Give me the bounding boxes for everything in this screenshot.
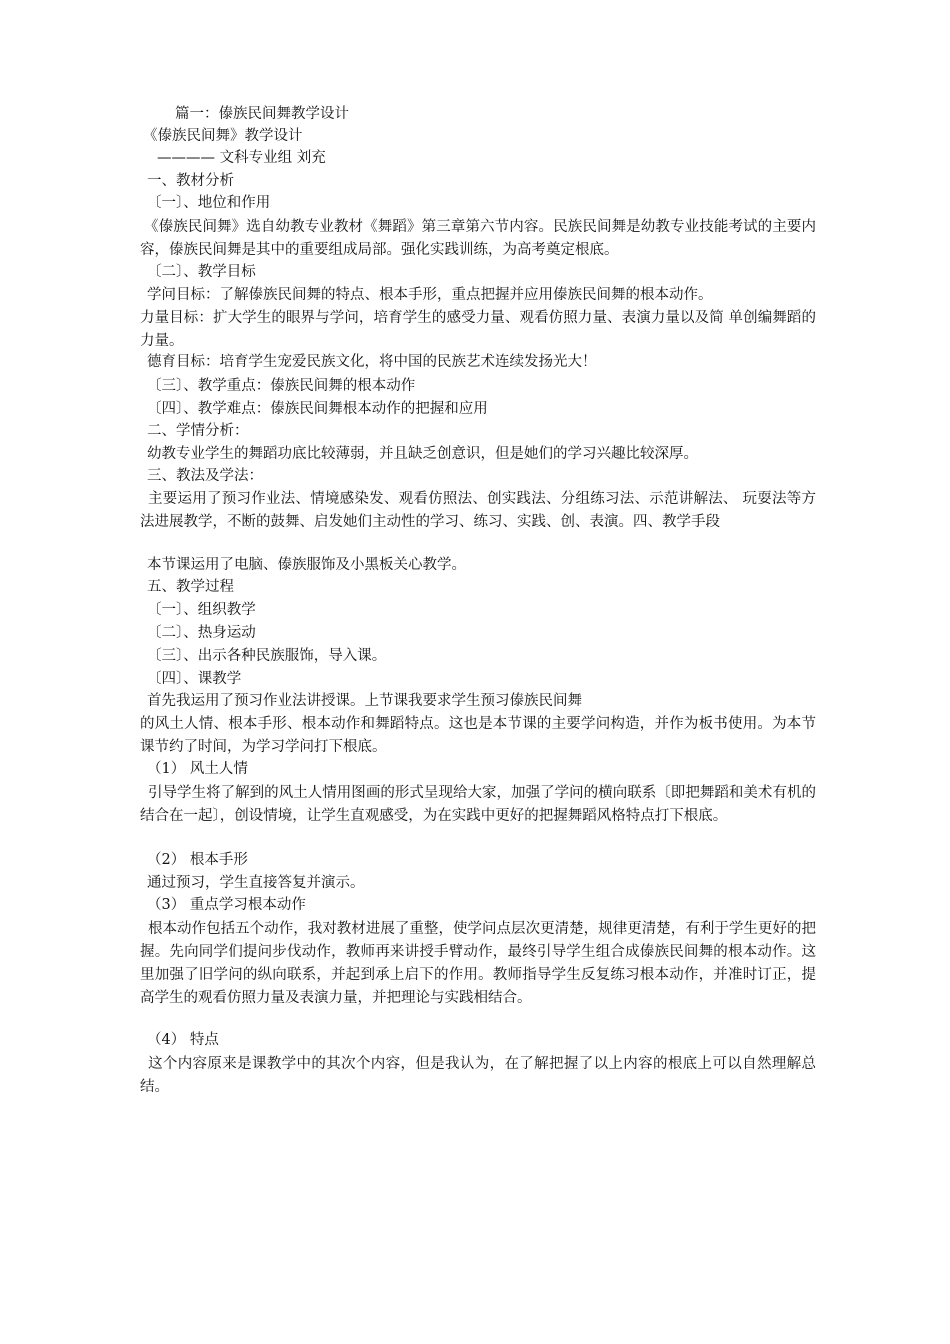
doc-subtitle: 《傣族民间舞》教学设计 [143, 128, 303, 144]
paragraph: 主要运用了预习作业法、情境感染发、观看仿照法、创实践法、分组练习法、示范讲解法、 玩耍法等方法进展教学，不断的鼓舞、启发她们主动性的学习、练习、实践、创、表演。四、教学手段 [140, 491, 816, 530]
paragraph: 本节课运用了电脑、傣族服饰及小黑板关心教学。 [147, 557, 466, 573]
section-heading: 二、学情分析： [147, 423, 249, 439]
paragraph: 幼教专业学生的舞蹈功底比较薄弱，并且缺乏创意识，但是她们的学习兴趣比较深厚。 [147, 446, 698, 462]
goal-knowledge: 学问目标：了解傣族民间舞的特点、根本手形，重点把握并应用傣族民间舞的根本动作。 [147, 287, 713, 303]
subsection-heading: 〔四〕、课教学 [147, 671, 242, 687]
subsection-heading: 〔四〕、教学难点：傣族民间舞根本动作的把握和应用 [147, 401, 488, 417]
subsection-heading: 〔三〕、出示各种民族服饰，导入课。 [147, 648, 387, 664]
paragraph: 《傣族民间舞》选自幼教专业教材《舞蹈》第三章第六节内容。民族民间舞是幼教专业技能考试的主要内容，傣族民间舞是其中的重要组成局部。强化实践训练，为高考奠定根底。 [140, 219, 816, 258]
paragraph: 的风土人情、根本手形、根本动作和舞蹈特点。这也是本节课的主要学问构造，并作为板书使用。为本节课节约了时间，为学习学问打下根底。 [140, 716, 816, 755]
doc-title: 篇一：傣族民间舞教学设计 [175, 106, 349, 122]
list-item-heading: （2） 根本手形 [147, 852, 248, 868]
list-item-heading: （4） 特点 [147, 1032, 219, 1048]
section-heading: 五、教学过程 [147, 579, 234, 595]
goal-moral: 德育目标：培育学生宠爱民族文化，将中国的民族艺术连续发扬光大！ [147, 354, 597, 370]
paragraph: 引导学生将了解到的风土人情用图画的形式呈现给大家，加强了学问的横向联系〔即把舞蹈和美术有机的结合在一起〕，创设情境，让学生直观感受，为在实践中更好的把握舞蹈风格特点打下根底。 [140, 785, 816, 824]
section-heading: 一、教材分析 [147, 173, 234, 189]
paragraph: 根本动作包括五个动作，我对教材进展了重整，使学问点层次更清楚，规律更清楚，有利于学生更好的把握。先向同学们提问步伐动作，教师再来讲授手臂动作，最终引导学生组合成傣族民间舞的根本动作。这里加强了旧学问的纵向联系，并起到承上启下的作用。教师指导学生反复练习根本动作，并准时订正，提高学生的观看仿照力量及表演力量，并把理论与实践相结合。 [140, 921, 816, 1006]
paragraph: 首先我运用了预习作业法讲授课。上节课我要求学生预习傣族民间舞 [147, 693, 582, 709]
subsection-heading: 〔一〕、组织教学 [147, 602, 256, 618]
subsection-heading: 〔三〕、教学重点：傣族民间舞的根本动作 [147, 378, 416, 394]
section-heading: 三、教法及学法： [147, 468, 263, 484]
list-item-heading: （1） 风土人情 [147, 761, 248, 777]
subsection-heading: 〔二〕、热身运动 [147, 625, 256, 641]
paragraph: 通过预习，学生直接答复并演示。 [147, 875, 365, 891]
subsection-heading: 〔二〕、教学目标 [147, 264, 256, 280]
paragraph: 这个内容原来是课教学中的其次个内容，但是我认为，在了解把握了以上内容的根底上可以自然理解总结。 [140, 1056, 816, 1095]
subsection-heading: 〔一〕、地位和作用 [147, 195, 271, 211]
list-item-heading: （3） 重点学习根本动作 [147, 897, 306, 913]
goal-ability: 力量目标：扩大学生的眼界与学问，培育学生的感受力量、观看仿照力量、表演力量以及简 单创编舞蹈的力量。 [140, 310, 816, 349]
doc-author: ———— 文科专业组 刘充 [157, 150, 326, 166]
